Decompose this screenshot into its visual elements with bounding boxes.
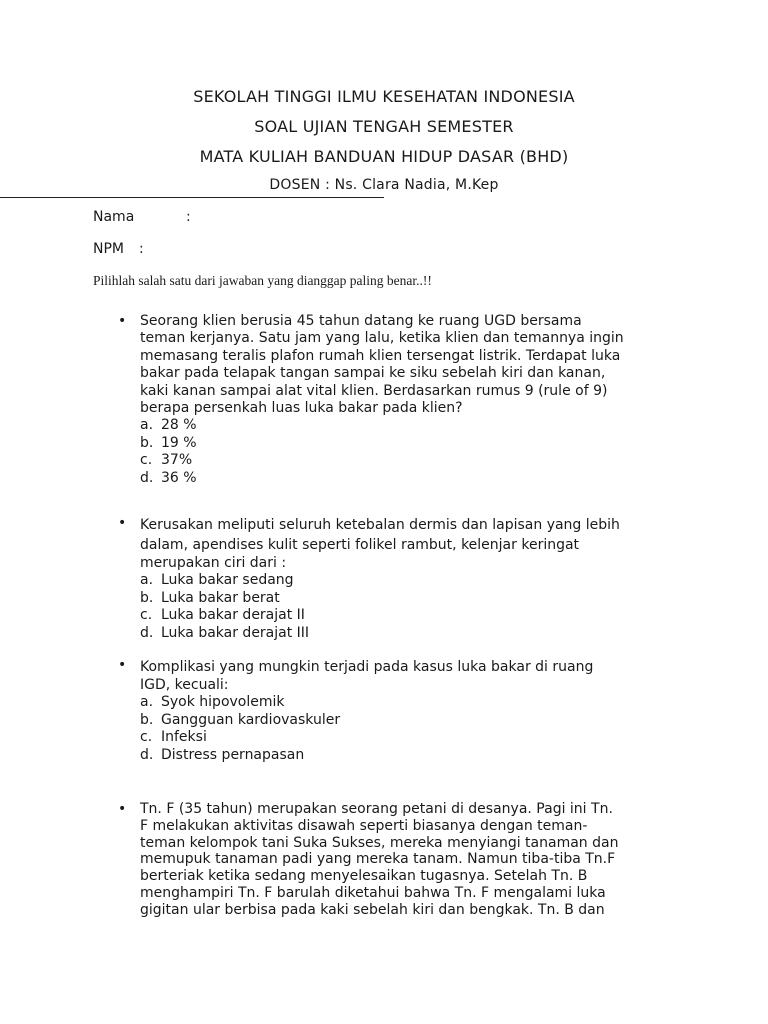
nama-label: Nama xyxy=(93,209,135,225)
option-b xyxy=(140,435,658,452)
question-2 xyxy=(118,515,658,642)
option-text: Gangguan kardiovaskuler xyxy=(161,711,341,728)
question-line: dalam, apendises kulit seperti folikel rambut, kelenjar keringat xyxy=(140,537,580,553)
question-line: menghampiri Tn. F barulah diketahui bahwa Tn. F mengalami luka xyxy=(140,884,606,901)
option-letter: d. xyxy=(140,624,154,641)
question-text xyxy=(140,515,658,572)
option-a xyxy=(140,417,658,434)
bullet-icon: • xyxy=(118,313,127,329)
lecturer-line: DOSEN : Ns. Clara Nadia, M.Kep xyxy=(269,177,499,193)
option-text: Luka bakar derajat III xyxy=(161,624,310,641)
option-d xyxy=(140,625,658,642)
option-text: Luka bakar berat xyxy=(161,589,280,606)
question-line: merupakan ciri dari : xyxy=(140,555,287,571)
question-text xyxy=(140,657,658,694)
question-line: bakar pada telapak tangan sampai ke siku sebelah kiri dan kanan, xyxy=(140,365,606,382)
question-line: berteriak ketika sedang menyelesaikan tugasnya. Setelah Tn. B xyxy=(140,868,588,885)
option-c xyxy=(140,729,658,746)
nama-colon: : xyxy=(186,209,191,225)
option-letter: d. xyxy=(140,469,154,486)
question-text xyxy=(140,313,658,417)
option-c xyxy=(140,607,658,624)
npm-colon: : xyxy=(139,241,144,257)
bullet-icon: • xyxy=(118,515,127,531)
institution-title: SEKOLAH TINGGI ILMU KESEHATAN INDONESIA xyxy=(193,87,575,106)
option-letter: b. xyxy=(140,589,154,606)
option-letter: b. xyxy=(140,434,154,451)
question-line: memupuk tanaman padi yang mereka tanam. Namun tiba-tiba Tn.F xyxy=(140,851,616,868)
option-list xyxy=(140,572,658,642)
option-a xyxy=(140,694,658,711)
option-letter: a. xyxy=(140,572,154,589)
exam-title: SOAL UJIAN TENGAH SEMESTER xyxy=(254,117,514,136)
option-b xyxy=(140,712,658,729)
nama-field xyxy=(93,209,191,225)
course-title: MATA KULIAH BANDUAN HIDUP DASAR (BHD) xyxy=(199,147,569,166)
question-line: berapa persenkah luas luka bakar pada klien? xyxy=(140,400,463,417)
bullet-icon: • xyxy=(118,801,127,817)
option-list xyxy=(140,694,658,764)
option-letter: c. xyxy=(140,607,153,624)
question-3 xyxy=(118,657,658,764)
option-text: 19 % xyxy=(161,434,197,451)
option-text: Distress pernapasan xyxy=(161,746,305,763)
question-line: gigitan ular berbisa pada kaki sebelah kiri dan bengkak. Tn. B dan xyxy=(140,901,605,918)
question-line: Komplikasi yang mungkin terjadi pada kasus luka bakar di ruang xyxy=(140,659,594,675)
header-divider xyxy=(0,197,384,198)
option-d xyxy=(140,747,658,764)
question-1 xyxy=(118,313,658,487)
option-letter: b. xyxy=(140,711,154,728)
option-b xyxy=(140,590,658,607)
option-letter: c. xyxy=(140,452,153,469)
question-4 xyxy=(118,801,658,919)
option-text: Luka bakar sedang xyxy=(161,572,294,589)
option-list xyxy=(140,417,658,487)
question-line: IGD, kecuali: xyxy=(140,677,229,693)
option-d xyxy=(140,470,658,487)
question-line: Tn. F (35 tahun) merupakan seorang petani di desanya. Pagi ini Tn. xyxy=(140,801,613,817)
question-text xyxy=(140,801,658,919)
option-letter: a. xyxy=(140,417,154,434)
option-c xyxy=(140,452,658,469)
option-letter: d. xyxy=(140,746,154,763)
npm-field xyxy=(93,241,144,257)
question-line: Seorang klien berusia 45 tahun datang ke ruang UGD bersama xyxy=(140,313,582,329)
option-a xyxy=(140,572,658,589)
question-line: Kerusakan meliputi seluruh ketebalan dermis dan lapisan yang lebih xyxy=(140,517,620,533)
option-letter: a. xyxy=(140,694,154,711)
option-text: 37% xyxy=(161,452,193,469)
bullet-icon: • xyxy=(118,657,127,673)
question-line: F melakukan aktivitas disawah seperti biasanya dengan teman- xyxy=(140,817,588,834)
option-text: Infeksi xyxy=(161,729,207,746)
option-letter: c. xyxy=(140,729,153,746)
question-line: memasang teralis plafon rumah klien tersengat listrik. Terdapat luka xyxy=(140,347,621,364)
question-line: kaki kanan sampai alat vital klien. Berdasarkan rumus 9 (rule of 9) xyxy=(140,382,608,399)
instruction-text: Pilihlah salah satu dari jawaban yang dianggap paling benar..!! xyxy=(93,273,432,288)
question-line: teman kelompok tani Suka Sukses, mereka menyiangi tanaman dan xyxy=(140,834,619,851)
option-text: Syok hipovolemik xyxy=(161,694,285,711)
option-text: Luka bakar derajat II xyxy=(161,607,305,624)
option-text: 28 % xyxy=(161,417,197,434)
question-line: teman kerjanya. Satu jam yang lalu, ketika klien dan temannya ingin xyxy=(140,330,624,347)
option-text: 36 % xyxy=(161,469,197,486)
npm-label: NPM xyxy=(93,241,124,257)
